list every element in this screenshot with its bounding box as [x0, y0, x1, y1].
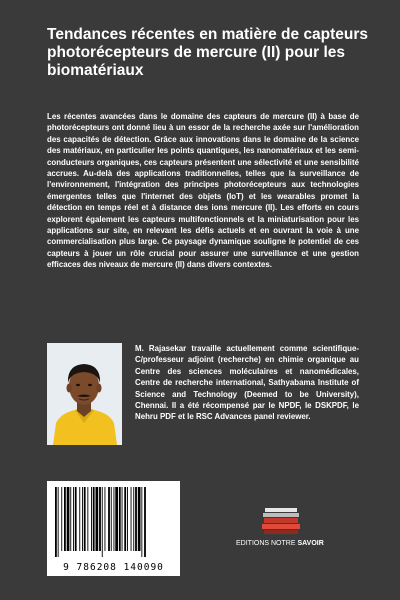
author-photo	[47, 343, 122, 445]
publisher-name-prefix: EDITIONS NOTRE	[236, 540, 298, 547]
barcode-bar	[73, 487, 74, 551]
barcode-bar	[115, 487, 118, 551]
barcode-bar	[102, 487, 103, 557]
barcode-bar	[105, 487, 106, 551]
barcode-bar	[131, 487, 132, 551]
barcode-bar	[108, 487, 110, 551]
books-stack-logo	[261, 506, 301, 536]
barcode-bar	[133, 487, 134, 551]
isbn-barcode	[47, 481, 180, 576]
barcode-bar	[87, 487, 88, 551]
barcode-bar	[58, 487, 59, 557]
barcode-bar	[84, 487, 86, 551]
barcode-bar	[96, 487, 99, 551]
barcode-bar	[99, 487, 101, 551]
barcode-bar	[82, 487, 83, 551]
barcode-bar	[75, 487, 77, 551]
barcode-bar	[70, 487, 71, 551]
barcode-bar	[141, 487, 142, 557]
book-summary: Les récentes avancées dans le domaine des capteurs de mercure (II) à base de photorécepteurs ont donné lieu à un essor de la recherche axée sur l'amélioration des capacités de détection. Grâce aux innovations dans le domaine de la science des matériaux, en particulier les points quantiques, les nanomatériaux et les semi-conducteurs organiques, ces capteurs présentent une sélectivité et une sensibilité accrues. Au-delà des applications traditionnelles, telles que la surveillance de l'environnement, l'intégration des principes photorécepteurs aux technologies émergentes telles que l'internet des objets (IoT) et les wearables promet la détection en temps réel et à distance des ions mercure (II). Les efforts en cours explorent également les capteurs multifonctionnels et la miniaturisation pour les applications sur site, en relevant les défis actuels et en ouvrant la voie à une commercialisation plus large. Ce paysage dynamique souligne le potentiel de ces capteurs à jouer un rôle crucial pour assurer une surveillance et une gestion efficaces des niveaux de mercure (II) dans divers contextes.	[47, 112, 359, 270]
author-biography: M. Rajasekar travaille actuellement comme scientifique-C/professeur adjoint (recherche) en chimie organique au Centre des sciences moléculaires et nanomédicales, Centre de recherche international, Sathyabama Institute of Science and Technology (Deemed to be University), Chennai. Il a été récompensé par le NPDF, le DSKPDF, le Nehru PDF et le RSC Advances panel reviewer.	[135, 344, 359, 422]
barcode-bar	[119, 487, 121, 551]
barcode-bar	[67, 487, 70, 551]
barcode-bar	[111, 487, 112, 551]
publisher-name-emphasis: SAVOIR	[297, 540, 324, 547]
barcode-bar	[127, 487, 128, 551]
barcode-bar	[79, 487, 80, 551]
barcode-bar	[93, 487, 95, 551]
barcode-bar	[114, 487, 115, 551]
barcode-bar	[91, 487, 92, 551]
barcode-bar	[55, 487, 57, 557]
barcode-bar	[124, 487, 126, 551]
barcode-bar	[138, 487, 141, 551]
barcode-bar	[122, 487, 123, 551]
barcode-bar	[135, 487, 137, 551]
isbn-number: 9 786208 140090	[63, 562, 164, 573]
author-portrait-photo	[47, 343, 122, 445]
barcode-bars	[47, 481, 180, 561]
barcode-bar	[61, 487, 62, 551]
book-title: Tendances récentes en matière de capteurs photorécepteurs de mercure (II) pour les biomatériaux	[47, 26, 369, 79]
barcode-bar	[64, 487, 66, 551]
publisher-name	[236, 540, 336, 547]
barcode-bar	[144, 487, 146, 557]
